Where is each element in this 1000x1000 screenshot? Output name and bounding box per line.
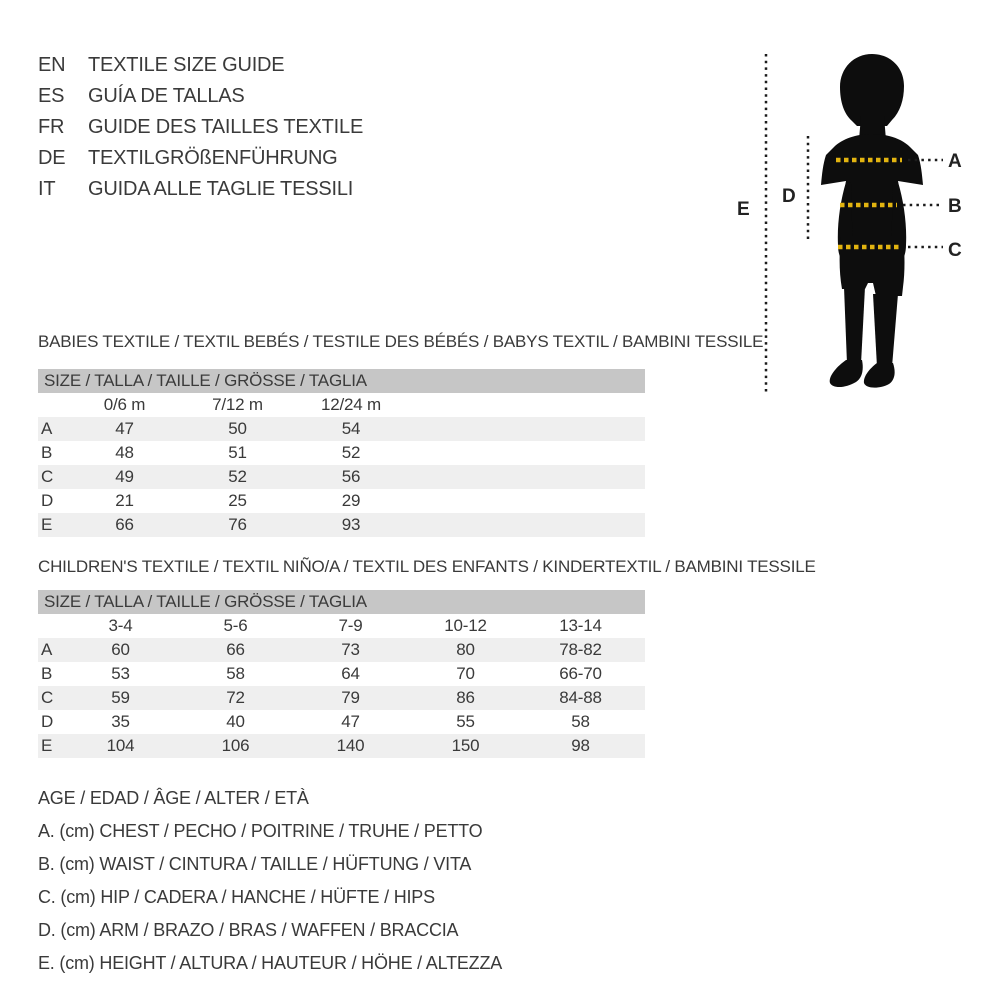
column-header: 10-12 — [444, 616, 487, 635]
language-code: IT — [38, 178, 56, 200]
table-row — [38, 489, 645, 513]
table-cell: 25 — [228, 491, 247, 510]
child-silhouette — [821, 54, 923, 388]
table-row — [38, 513, 645, 537]
table-cell: 150 — [451, 736, 480, 755]
table-row — [38, 662, 645, 686]
table-cell: 104 — [106, 736, 135, 755]
table-cell: 76 — [228, 515, 247, 534]
table-row — [38, 710, 645, 734]
row-label: D — [41, 712, 54, 731]
table-cell: 52 — [341, 443, 361, 462]
language-title: TEXTILE SIZE GUIDE — [88, 54, 285, 76]
table-row — [38, 734, 645, 758]
marker-arm-d: D — [782, 186, 796, 207]
table-cell: 140 — [336, 736, 365, 755]
marker-waist-b: B — [948, 196, 962, 217]
child-silhouette-graphic — [730, 40, 990, 400]
language-title: GUIDE DES TAILLES TEXTILE — [88, 116, 364, 138]
language-code: DE — [38, 147, 66, 169]
table-cell: 64 — [341, 664, 360, 683]
table-cell: 58 — [226, 664, 245, 683]
legend-line-age: AGE / EDAD / ÂGE / ALTER / ETÀ — [38, 788, 309, 808]
table-cell: 60 — [111, 640, 130, 659]
language-title: GUIDA ALLE TAGLIE TESSILI — [88, 178, 354, 200]
table-cell: 86 — [456, 688, 475, 707]
row-label: E — [41, 515, 53, 534]
table-row — [38, 465, 645, 489]
table-cell: 47 — [115, 419, 134, 438]
row-label: C — [41, 688, 54, 707]
table-cell: 50 — [228, 419, 247, 438]
legend-line-height: E. (cm) HEIGHT / ALTURA / HAUTEUR / HÖHE / ALTEZZA — [38, 953, 503, 973]
language-row-es — [38, 81, 363, 112]
table-cell: 47 — [341, 712, 360, 731]
column-header: 5-6 — [223, 616, 248, 635]
column-header: 7-9 — [338, 616, 363, 635]
size-header-label: SIZE / TALLA / TAILLE / GRÖSSE / TAGLIA — [44, 371, 367, 390]
marker-chest-a: A — [948, 151, 962, 172]
column-header: 7/12 m — [212, 395, 263, 414]
legend-line-arm: D. (cm) ARM / BRAZO / BRAS / WAFFEN / BRACCIA — [38, 920, 459, 940]
table-cell: 21 — [115, 491, 134, 510]
row-label: B — [41, 664, 53, 683]
table-cell: 70 — [456, 664, 475, 683]
table-cell: 73 — [341, 640, 360, 659]
language-code: EN — [38, 54, 66, 76]
babies-size-table — [38, 393, 645, 537]
table-cell: 79 — [341, 688, 360, 707]
language-list — [38, 50, 363, 205]
table-cell: 98 — [571, 736, 590, 755]
legend-line-chest: A. (cm) CHEST / PECHO / POITRINE / TRUHE / PETTO — [38, 821, 483, 841]
table-cell: 51 — [228, 443, 247, 462]
table-row — [38, 417, 645, 441]
table-cell: 29 — [341, 491, 361, 510]
row-label: B — [41, 443, 53, 462]
table-row — [38, 686, 645, 710]
table-cell: 52 — [228, 467, 247, 486]
table-cell: 80 — [456, 640, 475, 659]
table-cell: 48 — [115, 443, 134, 462]
language-code: ES — [38, 85, 65, 107]
table-cell: 66-70 — [559, 664, 602, 683]
measurement-diagram — [730, 40, 1000, 410]
table-cell: 35 — [111, 712, 130, 731]
language-row-fr — [38, 112, 363, 143]
table-cell: 59 — [111, 688, 130, 707]
babies-section-title: BABIES TEXTILE / TEXTIL BEBÉS / TESTILE DES BÉBÉS / BABYS TEXTIL / BAMBINI TESSILE — [38, 332, 764, 351]
table-cell: 54 — [341, 419, 361, 438]
table-cell: 49 — [115, 467, 134, 486]
table-row — [38, 441, 645, 465]
row-label: A — [41, 419, 53, 438]
column-header: 3-4 — [108, 616, 133, 635]
table-cell: 56 — [341, 467, 361, 486]
column-header: 12/24 m — [320, 395, 382, 414]
table-cell: 78-82 — [559, 640, 602, 659]
row-label: A — [41, 640, 53, 659]
table-header-row — [38, 393, 645, 417]
row-label: D — [41, 491, 54, 510]
marker-height-e: E — [737, 199, 750, 220]
children-size-header-bar — [38, 590, 645, 614]
table-row — [38, 638, 645, 662]
table-cell: 40 — [226, 712, 245, 731]
measurement-legend — [38, 782, 502, 980]
marker-hip-c: C — [948, 240, 962, 261]
table-cell: 84-88 — [559, 688, 602, 707]
row-label: E — [41, 736, 53, 755]
language-row-en — [38, 50, 363, 81]
column-header: 0/6 m — [103, 395, 146, 414]
table-cell: 106 — [221, 736, 250, 755]
column-header: 13-14 — [559, 616, 602, 635]
children-section-title: CHILDREN'S TEXTILE / TEXTIL NIÑO/A / TEXTIL DES ENFANTS / KINDERTEXTIL / BAMBINI TESSILE — [38, 557, 816, 576]
language-title: TEXTILGRÖßENFÜHRUNG — [88, 147, 338, 169]
table-cell: 72 — [226, 688, 245, 707]
table-cell: 66 — [115, 515, 134, 534]
table-cell: 93 — [341, 515, 361, 534]
table-cell: 66 — [226, 640, 245, 659]
row-label: C — [41, 467, 54, 486]
table-cell: 55 — [456, 712, 475, 731]
babies-size-header-bar — [38, 369, 645, 393]
table-header-row — [38, 614, 645, 638]
size-header-label: SIZE / TALLA / TAILLE / GRÖSSE / TAGLIA — [44, 592, 367, 611]
language-row-de — [38, 143, 363, 174]
table-cell: 53 — [111, 664, 130, 683]
children-size-table — [38, 614, 645, 758]
legend-line-waist: B. (cm) WAIST / CINTURA / TAILLE / HÜFTUNG / VITA — [38, 854, 472, 874]
legend-line-hip: C. (cm) HIP / CADERA / HANCHE / HÜFTE / HIPS — [38, 887, 435, 907]
language-title: GUÍA DE TALLAS — [88, 85, 245, 107]
language-code: FR — [38, 116, 65, 138]
table-cell: 58 — [571, 712, 590, 731]
language-row-it — [38, 174, 363, 205]
